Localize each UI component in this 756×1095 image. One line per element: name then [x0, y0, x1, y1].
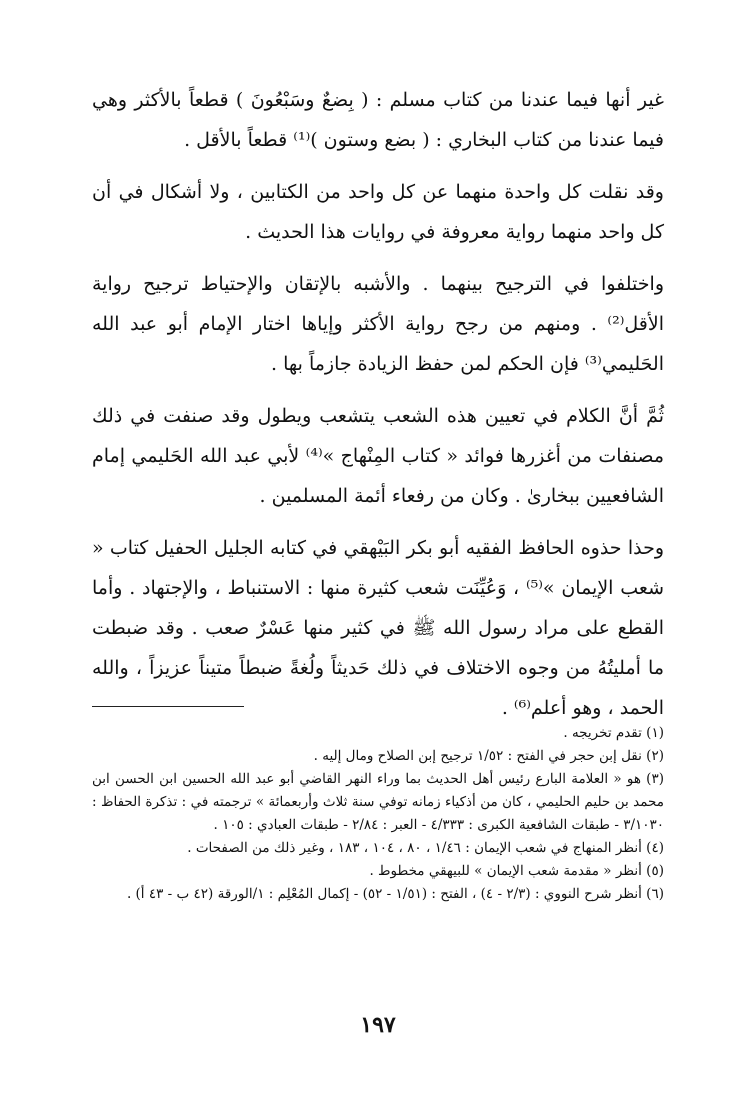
footnote-4: (٤) أنظر المنهاج في شعب الإيمان : ١/٤٦ ، ٨٠ ، ١٠٤ ، ١٨٣ ، وغير ذلك من الصفحات . [187, 840, 664, 856]
footnote-5: (٥) أنظر « مقدمة شعب الإيمان » للبيهقي مخطوط . [369, 863, 664, 879]
footnote-1: (١) تقدم تخريجه . [563, 725, 664, 741]
paragraph-2: وقد نقلت كل واحدة منهما عن كل واحد من الكتابين ، ولا أشكال في أن كل واحد منهما رواية معروفة في روايات هذا الحديث . [92, 181, 664, 243]
paragraph-3: واختلفوا في الترجيح بينهما . والأشبه بالإتقان والإحتياط ترجيح رواية الأقل⁽²⁾ . ومنهم من رجح رواية الأكثر وإياها اختار الإمام أبو عبد الله الحَليمي⁽³⁾ فإن الحكم لمن حفظ الزيادة جازماً بها . [92, 273, 664, 375]
footnote-6: (٦) أنظر شرح النووي : (٢/٣ - ٤) ، الفتح : (١/٥١ - ٥٢) - إكمال المُعْلِم : ١/الورقة (٤٢ ب - ٤٣ أ) . [126, 886, 664, 902]
main-text [92, 80, 664, 740]
paragraph-4: ثُمَّ أنَّ الكلام في تعيين هذه الشعب يتشعب ويطول وقد صنفت في ذلك مصنفات من أغزرها فوائد « كتاب المِنْهاج »⁽⁴⁾ لأبي عبد الله الحَليمي إمام الشافعيين ببخارىٰ . وكان من رفعاء أئمة المسلمين . [92, 405, 664, 507]
page-number: ١٩٧ [360, 1012, 396, 1038]
paragraph-1: غير أنها فيما عندنا من كتاب مسلم : ( بِضعٌ وسَبْعُونَ ) قطعاً بالأكثر وهي فيما عندنا من كتاب البخاري : ( بضع وستون )⁽¹⁾ قطعاً بالأقل . [92, 89, 664, 151]
footnotes [92, 722, 664, 906]
footnote-2: (٢) نقل إبن حجر في الفتح : ١/٥٢ ترجيح إبن الصلاح ومال إليه . [313, 748, 664, 764]
paragraph-5: وحذا حذوه الحافظ الفقيه أبو بكر البَيْهقي في كتابه الجليل الحفيل كتاب « شعب الإيمان »⁽⁵⁾ ، وَعُيِّنَت شعب كثيرة منها : الاستنباط ، والإجتهاد . وأما القطع على مراد رسول الله ﷺ في كثير منها عَسْرٌ صعب . وقد ضبطت ما أمليتُهُ من وجوه الاختلاف في ذلك حَديثاً ولُغةً ضبطاً متيناً عزيزاً ، والله الحمد ، وهو أعلم⁽⁶⁾ . [92, 537, 664, 719]
footnote-divider [92, 706, 244, 707]
footnote-3: (٣) هو « العلامة البارع رئيس أهل الحديث بما وراء النهر القاضي أبو عبد الله الحسين ابن الحسن ابن محمد بن حليم الحليمي ، كان من أذكياء زمانه توفي سنة ثلاث وأربعمائة » ترجمته في : تذكرة الحفاظ : ٣/١٠٣٠ - طبقات الشافعية الكبرى : ٤/٣٣٣ - العبر : ٢/٨٤ - طبقات العبادي : ١٠٥ . [92, 771, 664, 833]
